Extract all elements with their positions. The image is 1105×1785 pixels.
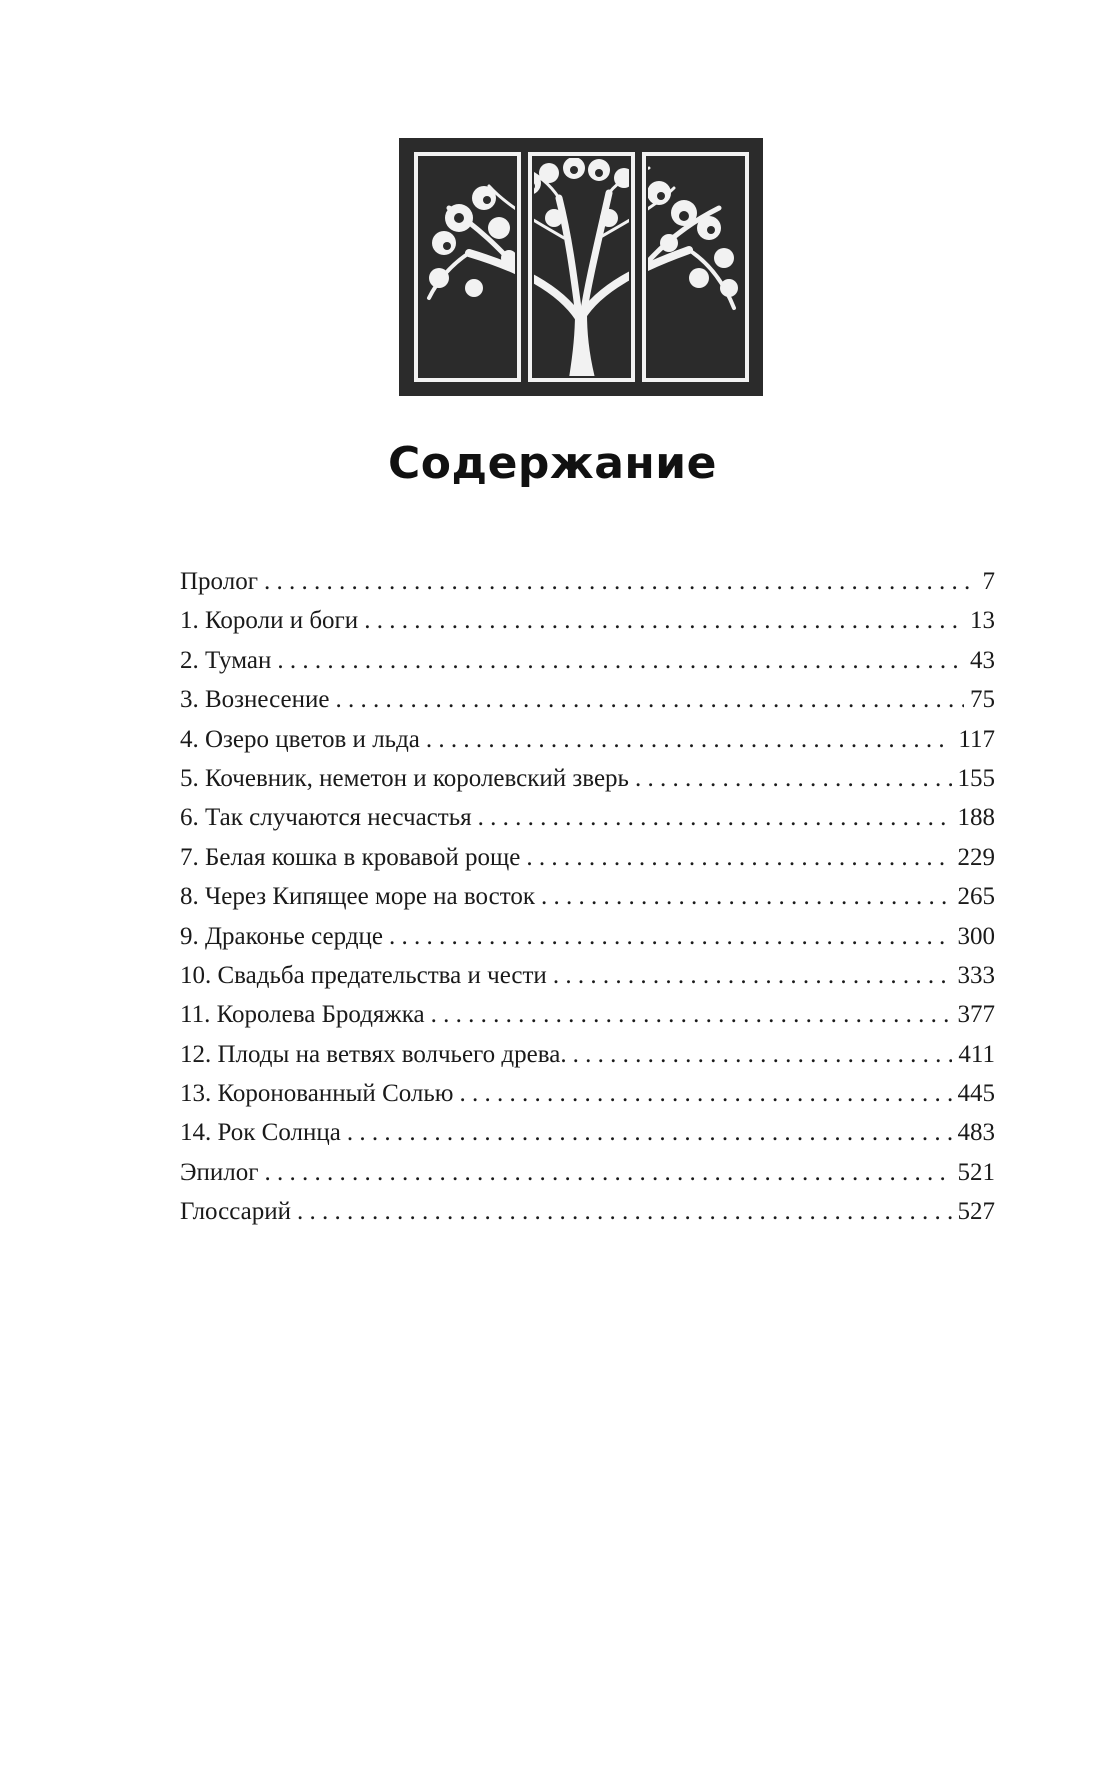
toc-entry-title: 5. Кочевник, неметон и королевский зверь [180, 764, 629, 792]
toc-entry-page-number: 445 [957, 1080, 995, 1108]
toc-entry-title: 8. Через Кипящее море на восток [180, 883, 535, 911]
dot-leader [347, 1113, 952, 1152]
toc-entry [180, 759, 995, 798]
dot-leader [426, 720, 953, 759]
dot-leader [478, 798, 952, 837]
toc-entry [180, 1153, 995, 1192]
toc-entry [180, 1192, 995, 1231]
toc-entry-title: Глоссарий [180, 1198, 292, 1226]
toc-entry [180, 877, 995, 916]
toc-entry-page-number: 229 [957, 843, 995, 871]
dot-leader [526, 838, 951, 877]
toc-entry [180, 720, 995, 759]
toc-entry-page-number: 265 [957, 883, 995, 911]
toc-entry-page-number: 333 [957, 961, 995, 989]
toc-entry-title: Пролог [180, 568, 258, 595]
dot-leader [541, 877, 952, 916]
toc-entry-page-number: 411 [958, 1040, 995, 1068]
toc-entry-title: 14. Рок Солнца [180, 1119, 341, 1147]
toc-entry-page-number: 13 [970, 607, 995, 635]
toc-entry [180, 798, 995, 837]
dot-leader [431, 995, 952, 1034]
toc-entry-title: 3. Вознесение [180, 686, 330, 714]
toc-entry [180, 995, 995, 1034]
toc-entry-title: 11. Королева Бродяжка [180, 1001, 425, 1029]
toc-entry-page-number: 188 [957, 804, 995, 832]
toc-entry-page-number: 7 [982, 568, 995, 595]
toc-entry-title: 4. Озеро цветов и льда [180, 725, 420, 753]
dot-leader [389, 917, 951, 956]
toc-entry [180, 838, 995, 877]
page-title: Содержание [388, 438, 717, 489]
toc-entry [180, 601, 995, 640]
toc-entry-title: Эпилог [180, 1158, 259, 1186]
dot-leader [297, 1192, 951, 1231]
toc-entry [180, 641, 995, 680]
toc-entry-page-number: 117 [958, 725, 995, 753]
toc-entry-title: 9. Драконье сердце [180, 922, 384, 950]
toc-entry-page-number: 377 [957, 1001, 995, 1029]
dot-leader [264, 562, 977, 601]
toc-entry-page-number: 483 [957, 1119, 995, 1147]
table-of-contents [180, 562, 995, 1232]
dot-leader [459, 1074, 951, 1113]
dot-leader [336, 680, 965, 719]
toc-entry [180, 680, 995, 719]
toc-entry-title: 10. Свадьба предательства и чести [180, 961, 547, 989]
toc-entry-page-number: 155 [957, 764, 995, 792]
dot-leader [553, 956, 952, 995]
dot-leader [573, 1035, 953, 1074]
toc-entry [180, 562, 995, 601]
toc-entry [180, 1074, 995, 1113]
toc-entry [180, 1035, 995, 1074]
toc-entry [180, 1113, 995, 1152]
toc-entry-title: 12. Плоды на ветвях волчьего древа. [180, 1040, 567, 1068]
triptych-tree-icon [399, 138, 763, 396]
toc-entry-title: 2. Туман [180, 646, 272, 674]
dot-leader [635, 759, 952, 798]
toc-entry-title: 1. Короли и боги [180, 607, 359, 635]
toc-entry-title: 7. Белая кошка в кровавой роще [180, 843, 521, 871]
toc-entry-page-number: 521 [957, 1158, 995, 1186]
dot-leader [364, 601, 964, 640]
toc-entry-page-number: 527 [957, 1198, 995, 1226]
dot-leader [277, 641, 964, 680]
toc-entry-title: 6. Так случаются несчастья [180, 804, 472, 832]
toc-entry-title: 13. Коронованный Солью [180, 1080, 454, 1108]
toc-entry-page-number: 75 [970, 686, 995, 714]
toc-entry-page-number: 43 [970, 646, 995, 674]
toc-entry [180, 956, 995, 995]
dot-leader [265, 1153, 952, 1192]
toc-entry [180, 917, 995, 956]
toc-entry-page-number: 300 [957, 922, 995, 950]
